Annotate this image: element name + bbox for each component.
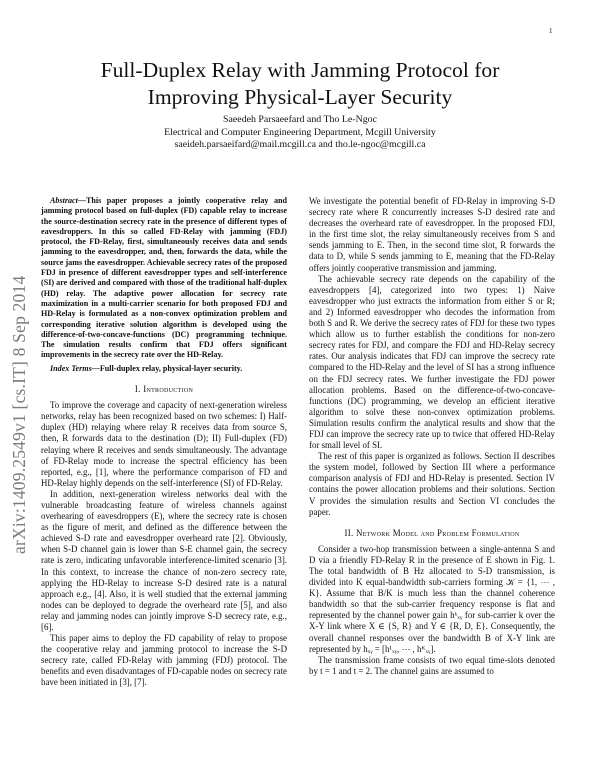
body-paragraph: The achievable secrecy rate depends on the capability of the eavesdroppers [4], categorized into two types: 1) Naive eavesdropper who just extracts the information from either S or R; and 2) Informed eavesdropper who decodes the information from both S and R. We derive the secrecy rates of FDJ for these two types which allow us to further establish the conditions for non-zero secrecy rates for FDJ, and compare the FDJ and HD-Relay secrecy rates. Our analysis indicates that FDJ can improve the secrecy rate compared to the HD-Relay and the level of SI has a strong influence on the FDJ secrecy rates. We further investigate the FDJ power allocation problems. Based on the difference-of-two-concave-functions (DC) programming, we develop an efficient iterative algorithm to solve these non-convex optimization problems. Simulation results confirm the analytical results and show that the FDJ can improve the secrecy rate up to twice that offered HD-Relay for small level of SI. xyxy=(309,273,555,451)
abstract-label: Abstract xyxy=(50,196,78,205)
abstract-text: —This paper proposes a jointly cooperative relay and jamming protocol based on full-duplex (FD) capable relay to increase the source-destination secrecy rate in the presence of different types of eavesdroppers. In this so called FD-Relay with jamming (FDJ) protocol, the FD-Relay, first, simultaneously receives data and sends jamming to the eavesdropper, and, then, forwards the data, while the source jams the eavesdropper. Achievable secrecy rates of the proposed FDJ in presence of different eavesdropper types and self-interference (SI) are derived and compared with those of the traditional half-duplex (HD) relay. The adaptive power allocation for secrecy rate maximization in a multi-carrier scenario for both proposed FDJ and HD-Relay is formulated as a non-convex optimization problem and corresponding iterative solution algorithm is developed using the difference-of-two-concave-functions (DC) programming technique. The simulation results confirm that FDJ offers significant improvements in the secrecy rate over the HD-Relay. xyxy=(41,196,287,360)
title-line-2: Improving Physical-Layer Security xyxy=(147,85,453,109)
index-terms-label: Index Terms xyxy=(50,363,92,373)
title-line-1: Full-Duplex Relay with Jamming Protocol for xyxy=(100,58,500,82)
affiliation: Electrical and Computer Engineering Department, Mcgill University xyxy=(164,126,436,138)
section-heading-introduction: I. Introduction xyxy=(134,384,194,395)
abstract xyxy=(41,196,287,361)
section-heading-network-model: II. Network Model and Problem Formulation xyxy=(344,527,520,538)
body-paragraph: The rest of this paper is organized as follows. Section II describes the system model, followed by Section III where a performance comparison analysis of FDJ and HD-Relay is presented. Section IV contains the power allocation problems and their solutions. Section V provides the simulation results and Section VI concludes the paper. xyxy=(309,451,555,517)
left-column xyxy=(41,196,287,689)
body-paragraph: This paper aims to deploy the FD capability of relay to propose the cooperative relay and jamming protocol to increase the S-D secrecy rate, called FD-Relay with jamming (FDJ) protocol. The benefits and even disadvantages of FD-capable nodes on secrecy rate have been initiated in [3], [7]. xyxy=(41,633,287,688)
body-paragraph: To improve the coverage and capacity of next-generation wireless networks, relay has been recognized based on two schemes: I) Half-duplex (HD) relaying where relay R receives data from source S, then, R forwards data to the destination (D); II) Full-duplex (FD) relaying where R receives and sends simultaneously. The advantage of FD-Relay mode to increase the spectral efficiency has been reported, e.g., [1], where the performance comparison of FD and HD-Relay highly depends on the self-interference (SI) of FD-Relay. xyxy=(41,400,287,488)
author-block xyxy=(40,114,560,152)
author-names: Saeedeh Parsaeefard and Tho Le-Ngoc xyxy=(223,114,377,125)
right-column xyxy=(309,196,555,677)
index-terms-text: —Full-duplex relay, physical-layer security. xyxy=(91,363,243,373)
paper-title xyxy=(40,57,560,111)
body-paragraph: Consider a two-hop transmission between a single-antenna S and D via a friendly FD-Relay R in the presence of E shown in Fig. 1. The total bandwidth of B Hz allocated to S-D transmission, is divided into K equal-bandwidth sub-carriers forming 𝒦 = {1, ⋯ , K}. Assume that B/K is much less than the channel coherence bandwidth so that the sub-carrier frequency response is flat and represented by the channel power gain hᵏₓᵧ for sub-carrier k over the X-Y link where X ∈ {S, R} and Y ∈ {R, D, E}. Consequently, the overall channel responses over the bandwidth B of X-Y link are represented by hₓᵧ = [h¹ₓᵧ, ⋯ , hᴷₓᵧ]. xyxy=(309,543,555,654)
arxiv-identifier: arXiv:1409.2549v1 [cs.IT] 8 Sep 2014 xyxy=(9,275,29,554)
index-terms xyxy=(41,364,287,374)
body-paragraph: The transmission frame consists of two equal time-slots denoted by t = 1 and t = 2. The channel gains are assumed to xyxy=(309,654,555,676)
body-paragraph: We investigate the potential benefit of FD-Relay in improving S-D secrecy rate where R concurrently increases S-D desired rate and decreases the overheard rate of eavesdropper. In the proposed FDJ, in the first time slot, the relay simultaneously receives from S and sends jamming to E. Then, in the second time slot, R forwards the data to D, while S sends jamming to E, meaning that the FD-Relay offers jointly cooperative transmission and jamming. xyxy=(309,196,555,273)
page-number: 1 xyxy=(549,27,553,35)
body-paragraph: In addition, next-generation wireless networks deal with the vulnerable broadcasting feature of wireless channels against overhearing of eavesdroppers (E), where the secrecy rate is chosen as the figure of merit, and defined as the difference between the achieved S-D rate and eavesdropper overheard rate [2]. Obviously, when S-D channel gain is lower than S-E channel gain, the secrecy rate is zero, indicating unfavorable interference-limited scenario [3]. In this context, to increase the chance of non-zero secrecy rate, applying the HD-Relay to increase S-D desired rate is a natural approach e.g., [4]. Also, it is well studied that the external jamming nodes can be deployed to degrade the overheard rate [5], and also relay and jamming nodes can jointly improve S-D secrecy rate, e.g., [6]. xyxy=(41,488,287,633)
author-emails: saeideh.parsaeifard@mail.mcgill.ca and tho.le-ngoc@mcgill.ca xyxy=(174,139,426,151)
